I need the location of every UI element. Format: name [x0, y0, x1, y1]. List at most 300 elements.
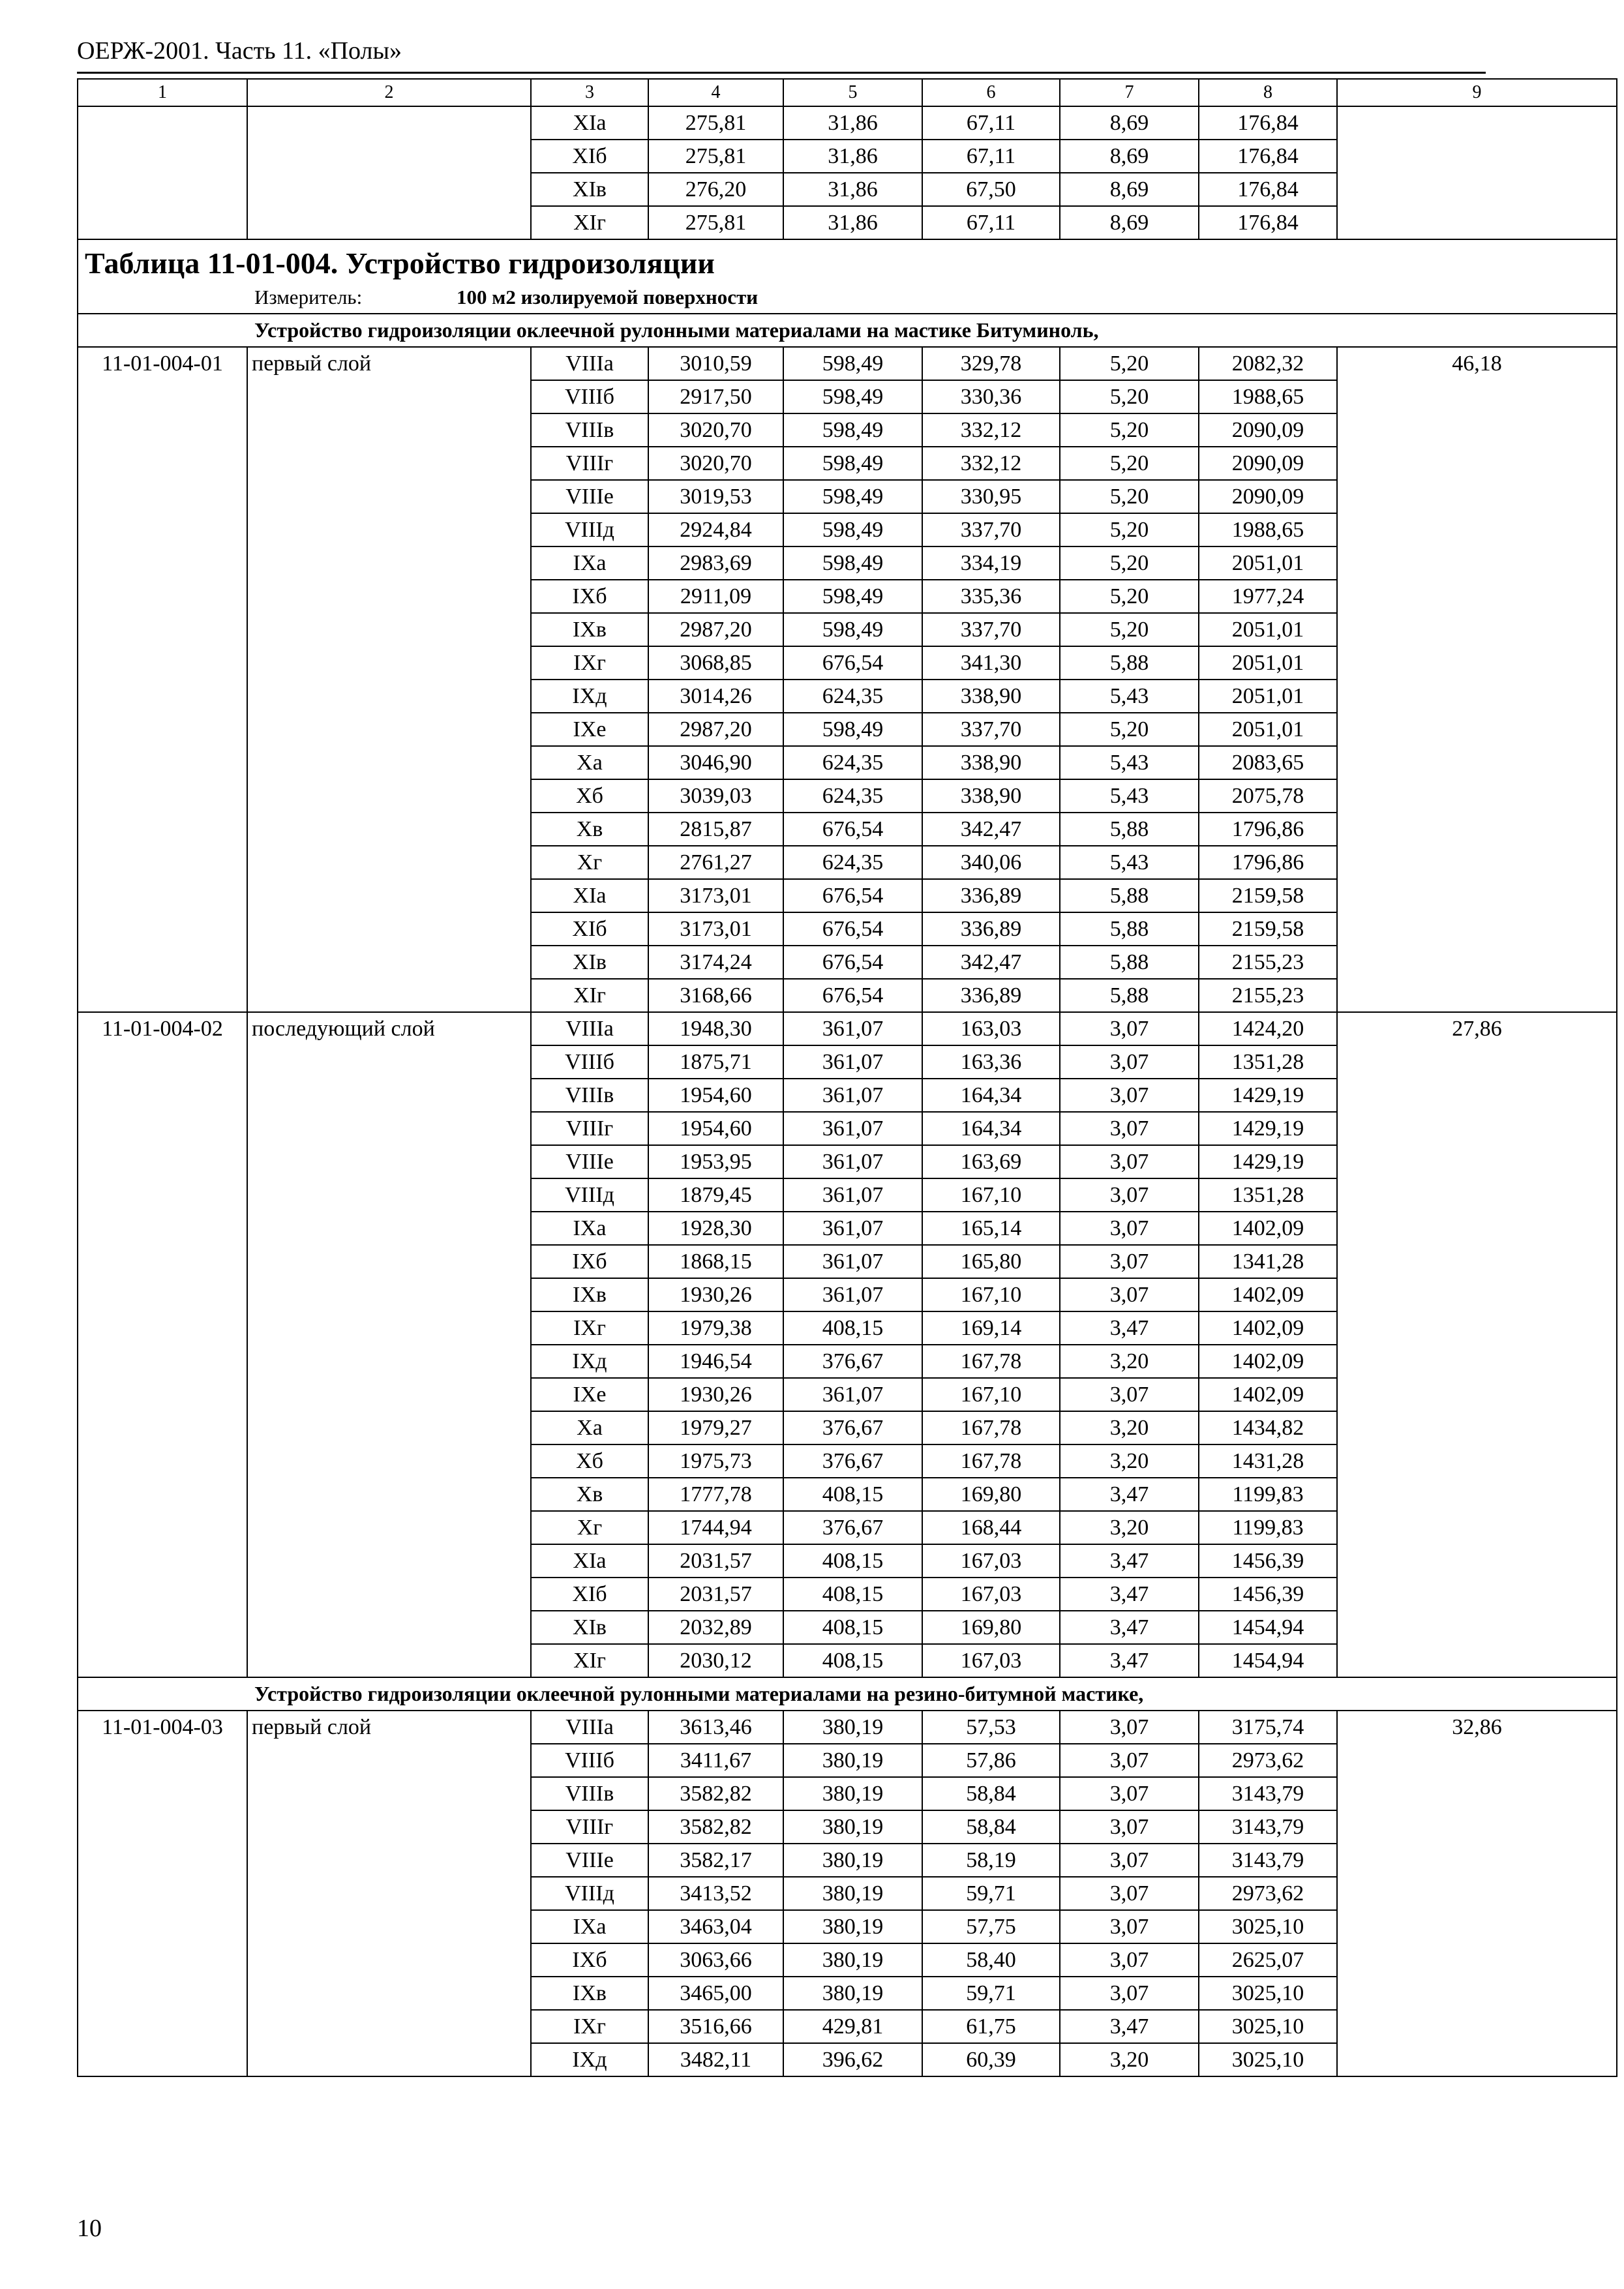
value-cell: 3,47: [1060, 1478, 1199, 1511]
value-cell: 330,36: [922, 380, 1060, 413]
value-cell: 2051,01: [1199, 546, 1337, 580]
value-cell: 3025,10: [1199, 2043, 1337, 2076]
value-cell: 361,07: [783, 1245, 922, 1278]
value-cell: 58,40: [922, 1943, 1060, 1977]
value-cell: 3173,01: [648, 879, 783, 912]
value-cell: 337,70: [922, 713, 1060, 746]
value-cell: 2973,62: [1199, 1744, 1337, 1777]
zone-cell: Xг: [531, 1511, 648, 1544]
value-cell: 3,20: [1060, 2043, 1199, 2076]
name-cell: первый слой: [247, 347, 531, 1012]
value-cell: 1975,73: [648, 1444, 783, 1478]
zone-cell: Xв: [531, 813, 648, 846]
value-cell: 1796,86: [1199, 813, 1337, 846]
value-cell: 1796,86: [1199, 846, 1337, 879]
value-cell: 5,88: [1060, 879, 1199, 912]
value-cell: 3,47: [1060, 1611, 1199, 1644]
value-cell: 598,49: [783, 413, 922, 447]
value-cell: 2159,58: [1199, 912, 1337, 946]
zone-cell: IXг: [531, 2010, 648, 2043]
zone-cell: IXа: [531, 546, 648, 580]
value-cell: 167,10: [922, 1178, 1060, 1212]
value-cell: 5,20: [1060, 513, 1199, 546]
value-cell: 8,69: [1060, 140, 1199, 173]
value-cell: 3,07: [1060, 1378, 1199, 1411]
page-number: 10: [77, 2215, 102, 2242]
value-cell: 624,35: [783, 779, 922, 813]
value-cell: 275,81: [648, 206, 783, 239]
value-cell: 31,86: [783, 140, 922, 173]
value-cell: 3,07: [1060, 1278, 1199, 1311]
value-cell: 167,10: [922, 1378, 1060, 1411]
value-cell: 275,81: [648, 106, 783, 140]
value-cell: 164,34: [922, 1079, 1060, 1112]
rates-table: [77, 78, 1617, 2077]
column-number: 5: [783, 79, 922, 106]
zone-cell: IXб: [531, 1943, 648, 1977]
value-cell: 336,89: [922, 912, 1060, 946]
value-cell: 169,14: [922, 1311, 1060, 1345]
value-cell: 3582,17: [648, 1844, 783, 1877]
value-cell: 3,47: [1060, 1311, 1199, 1345]
value-cell: 57,75: [922, 1910, 1060, 1943]
value-cell: 1930,26: [648, 1278, 783, 1311]
zone-cell: IXа: [531, 1212, 648, 1245]
value-cell: 3,07: [1060, 1910, 1199, 1943]
value-cell: 3168,66: [648, 979, 783, 1012]
value-cell: 167,10: [922, 1278, 1060, 1311]
value-cell: 2911,09: [648, 580, 783, 613]
value-cell: 676,54: [783, 946, 922, 979]
zone-cell: VIIIб: [531, 380, 648, 413]
value-cell: 176,84: [1199, 173, 1337, 206]
value-cell: 2917,50: [648, 380, 783, 413]
value-cell: 5,20: [1060, 613, 1199, 646]
zone-cell: XIв: [531, 173, 648, 206]
value-cell: 163,03: [922, 1012, 1060, 1045]
col9-cell: 32,86: [1337, 1711, 1617, 2076]
value-cell: 408,15: [783, 1478, 922, 1511]
value-cell: 1953,95: [648, 1145, 783, 1178]
value-cell: 598,49: [783, 480, 922, 513]
value-cell: 3,07: [1060, 1178, 1199, 1212]
value-cell: 167,78: [922, 1345, 1060, 1378]
value-cell: 5,20: [1060, 580, 1199, 613]
value-cell: 2051,01: [1199, 713, 1337, 746]
code-cell: [78, 106, 247, 239]
value-cell: 1928,30: [648, 1212, 783, 1245]
value-cell: 334,19: [922, 546, 1060, 580]
value-cell: 598,49: [783, 546, 922, 580]
value-cell: 3,20: [1060, 1511, 1199, 1544]
value-cell: 3,07: [1060, 1810, 1199, 1844]
value-cell: 1402,09: [1199, 1345, 1337, 1378]
value-cell: 380,19: [783, 1711, 922, 1744]
value-cell: 1454,94: [1199, 1611, 1337, 1644]
value-cell: 3516,66: [648, 2010, 783, 2043]
value-cell: 275,81: [648, 140, 783, 173]
header-rule: [77, 72, 1486, 74]
value-cell: 1979,27: [648, 1411, 783, 1444]
value-cell: 2031,57: [648, 1578, 783, 1611]
zone-cell: Xа: [531, 746, 648, 779]
value-cell: 1351,28: [1199, 1178, 1337, 1212]
value-cell: 2815,87: [648, 813, 783, 846]
value-cell: 598,49: [783, 380, 922, 413]
value-cell: 5,20: [1060, 546, 1199, 580]
value-cell: 361,07: [783, 1212, 922, 1245]
column-number: 2: [247, 79, 531, 106]
value-cell: 8,69: [1060, 173, 1199, 206]
value-cell: 3174,24: [648, 946, 783, 979]
zone-cell: VIIIг: [531, 1112, 648, 1145]
value-cell: 167,03: [922, 1578, 1060, 1611]
zone-cell: XIв: [531, 946, 648, 979]
value-cell: 3,07: [1060, 1877, 1199, 1910]
value-cell: 5,88: [1060, 979, 1199, 1012]
value-cell: 5,20: [1060, 380, 1199, 413]
value-cell: 67,50: [922, 173, 1060, 206]
value-cell: 2973,62: [1199, 1877, 1337, 1910]
zone-cell: VIIIе: [531, 1844, 648, 1877]
value-cell: 1199,83: [1199, 1511, 1337, 1544]
value-cell: 8,69: [1060, 206, 1199, 239]
value-cell: 59,71: [922, 1877, 1060, 1910]
value-cell: 3,07: [1060, 1212, 1199, 1245]
section-heading-row: [78, 1677, 1617, 1711]
code-cell: 11-01-004-02: [78, 1012, 247, 1677]
value-cell: 169,80: [922, 1478, 1060, 1511]
column-number: 4: [648, 79, 783, 106]
value-cell: 1946,54: [648, 1345, 783, 1378]
value-cell: 3,07: [1060, 1844, 1199, 1877]
value-cell: 676,54: [783, 912, 922, 946]
value-cell: 3020,70: [648, 447, 783, 480]
value-cell: 1868,15: [648, 1245, 783, 1278]
value-cell: 676,54: [783, 813, 922, 846]
name-cell: [247, 106, 531, 239]
value-cell: 2031,57: [648, 1544, 783, 1578]
value-cell: 1456,39: [1199, 1544, 1337, 1578]
zone-cell: Xв: [531, 1478, 648, 1511]
zone-cell: VIIIв: [531, 1777, 648, 1810]
zone-cell: IXг: [531, 646, 648, 680]
value-cell: 3019,53: [648, 480, 783, 513]
value-cell: 2761,27: [648, 846, 783, 879]
value-cell: 408,15: [783, 1544, 922, 1578]
value-cell: 2051,01: [1199, 680, 1337, 713]
value-cell: 2075,78: [1199, 779, 1337, 813]
value-cell: 1402,09: [1199, 1378, 1337, 1411]
value-cell: 8,69: [1060, 106, 1199, 140]
name-cell: последующий слой: [247, 1012, 531, 1677]
zone-cell: Xб: [531, 1444, 648, 1478]
value-cell: 5,43: [1060, 779, 1199, 813]
value-cell: 2051,01: [1199, 646, 1337, 680]
zone-cell: XIб: [531, 1578, 648, 1611]
zone-cell: XIб: [531, 140, 648, 173]
code-cell: 11-01-004-03: [78, 1711, 247, 2076]
value-cell: 167,78: [922, 1444, 1060, 1478]
zone-cell: VIIIг: [531, 1810, 648, 1844]
table-row: [78, 1711, 1617, 1744]
value-cell: 1948,30: [648, 1012, 783, 1045]
value-cell: 31,86: [783, 106, 922, 140]
value-cell: 3,07: [1060, 1079, 1199, 1112]
zone-cell: IXд: [531, 680, 648, 713]
value-cell: 1402,09: [1199, 1278, 1337, 1311]
value-cell: 58,19: [922, 1844, 1060, 1877]
value-cell: 3,07: [1060, 1112, 1199, 1145]
value-cell: 2924,84: [648, 513, 783, 546]
value-cell: 408,15: [783, 1311, 922, 1345]
zone-cell: XIа: [531, 879, 648, 912]
value-cell: 3582,82: [648, 1810, 783, 1844]
value-cell: 598,49: [783, 347, 922, 380]
value-cell: 335,36: [922, 580, 1060, 613]
value-cell: 5,43: [1060, 680, 1199, 713]
value-cell: 332,12: [922, 413, 1060, 447]
value-cell: 332,12: [922, 447, 1060, 480]
zone-cell: Xа: [531, 1411, 648, 1444]
value-cell: 169,80: [922, 1611, 1060, 1644]
value-cell: 380,19: [783, 1877, 922, 1910]
value-cell: 67,11: [922, 140, 1060, 173]
unit-value: 100 м2 изолируемой поверхности: [457, 286, 759, 308]
value-cell: 2987,20: [648, 613, 783, 646]
value-cell: 176,84: [1199, 140, 1337, 173]
value-cell: 3039,03: [648, 779, 783, 813]
value-cell: 598,49: [783, 513, 922, 546]
value-cell: 2983,69: [648, 546, 783, 580]
value-cell: 380,19: [783, 1810, 922, 1844]
value-cell: 3411,67: [648, 1744, 783, 1777]
value-cell: 3413,52: [648, 1877, 783, 1910]
value-cell: 5,20: [1060, 447, 1199, 480]
value-cell: 1341,28: [1199, 1245, 1337, 1278]
zone-cell: VIIIв: [531, 413, 648, 447]
section-heading-row: [78, 314, 1617, 347]
value-cell: 61,75: [922, 2010, 1060, 2043]
col9-cell: 27,86: [1337, 1012, 1617, 1677]
zone-cell: IXа: [531, 1910, 648, 1943]
zone-cell: IXв: [531, 1278, 648, 1311]
zone-cell: Xб: [531, 779, 648, 813]
value-cell: 2051,01: [1199, 613, 1337, 646]
value-cell: 57,86: [922, 1744, 1060, 1777]
zone-cell: VIIIе: [531, 480, 648, 513]
value-cell: 338,90: [922, 746, 1060, 779]
value-cell: 3143,79: [1199, 1810, 1337, 1844]
value-cell: 3,07: [1060, 1744, 1199, 1777]
zone-cell: IXв: [531, 1977, 648, 2010]
value-cell: 1429,19: [1199, 1079, 1337, 1112]
zone-cell: IXе: [531, 713, 648, 746]
value-cell: 3,47: [1060, 2010, 1199, 2043]
value-cell: 1402,09: [1199, 1311, 1337, 1345]
name-cell: первый слой: [247, 1711, 531, 2076]
table-title-row: [78, 239, 1617, 314]
value-cell: 3582,82: [648, 1777, 783, 1810]
value-cell: 3,07: [1060, 1943, 1199, 1977]
column-number: 7: [1060, 79, 1199, 106]
table-title-cell: [78, 239, 1617, 314]
unit-label: Измеритель:: [254, 286, 363, 308]
value-cell: 380,19: [783, 1910, 922, 1943]
value-cell: 429,81: [783, 2010, 922, 2043]
zone-cell: VIIIе: [531, 1145, 648, 1178]
value-cell: 624,35: [783, 846, 922, 879]
value-cell: 58,84: [922, 1777, 1060, 1810]
value-cell: 163,36: [922, 1045, 1060, 1079]
value-cell: 3,20: [1060, 1411, 1199, 1444]
value-cell: 167,03: [922, 1644, 1060, 1677]
value-cell: 3175,74: [1199, 1711, 1337, 1744]
value-cell: 396,62: [783, 2043, 922, 2076]
value-cell: 3,07: [1060, 1145, 1199, 1178]
table-row: [78, 347, 1617, 380]
value-cell: 361,07: [783, 1378, 922, 1411]
value-cell: 3,07: [1060, 1777, 1199, 1810]
value-cell: 176,84: [1199, 206, 1337, 239]
value-cell: 3,20: [1060, 1345, 1199, 1378]
value-cell: 2083,65: [1199, 746, 1337, 779]
value-cell: 361,07: [783, 1079, 922, 1112]
value-cell: 1454,94: [1199, 1644, 1337, 1677]
value-cell: 3465,00: [648, 1977, 783, 2010]
value-cell: 1879,45: [648, 1178, 783, 1212]
value-cell: 3,07: [1060, 1045, 1199, 1079]
zone-cell: XIб: [531, 912, 648, 946]
zone-cell: VIIIа: [531, 347, 648, 380]
value-cell: 1456,39: [1199, 1578, 1337, 1611]
unit-row: [85, 284, 1610, 310]
value-cell: 342,47: [922, 946, 1060, 979]
zone-cell: VIIIа: [531, 1711, 648, 1744]
zone-cell: IXб: [531, 1245, 648, 1278]
value-cell: 163,69: [922, 1145, 1060, 1178]
zone-cell: VIIIб: [531, 1744, 648, 1777]
value-cell: 337,70: [922, 513, 1060, 546]
value-cell: 329,78: [922, 347, 1060, 380]
zone-cell: XIа: [531, 1544, 648, 1578]
value-cell: 380,19: [783, 1777, 922, 1810]
code-cell: 11-01-004-01: [78, 347, 247, 1012]
zone-cell: IXд: [531, 2043, 648, 2076]
value-cell: 361,07: [783, 1145, 922, 1178]
value-cell: 3010,59: [648, 347, 783, 380]
value-cell: 3,47: [1060, 1578, 1199, 1611]
value-cell: 276,20: [648, 173, 783, 206]
value-cell: 5,20: [1060, 480, 1199, 513]
col9-cell: [1337, 106, 1617, 239]
value-cell: 336,89: [922, 979, 1060, 1012]
table-title: Таблица 11-01-004. Устройство гидроизоляции: [85, 247, 715, 280]
value-cell: 380,19: [783, 1744, 922, 1777]
value-cell: 1429,19: [1199, 1112, 1337, 1145]
value-cell: 361,07: [783, 1012, 922, 1045]
value-cell: 3020,70: [648, 413, 783, 447]
value-cell: 1875,71: [648, 1045, 783, 1079]
value-cell: 31,86: [783, 206, 922, 239]
zone-cell: IXд: [531, 1345, 648, 1378]
page-header-title: ОЕРЖ-2001. Часть 11. «Полы»: [77, 37, 402, 65]
value-cell: 167,78: [922, 1411, 1060, 1444]
zone-cell: IXг: [531, 1311, 648, 1345]
value-cell: 3,07: [1060, 1012, 1199, 1045]
zone-cell: VIIIд: [531, 1877, 648, 1910]
value-cell: 176,84: [1199, 106, 1337, 140]
value-cell: 3143,79: [1199, 1844, 1337, 1877]
value-cell: 3,07: [1060, 1711, 1199, 1744]
value-cell: 341,30: [922, 646, 1060, 680]
value-cell: 2625,07: [1199, 1943, 1337, 1977]
zone-cell: XIв: [531, 1611, 648, 1644]
value-cell: 376,67: [783, 1444, 922, 1478]
column-number-row: [78, 79, 1617, 106]
value-cell: 1434,82: [1199, 1411, 1337, 1444]
value-cell: 338,90: [922, 779, 1060, 813]
value-cell: 1979,38: [648, 1311, 783, 1345]
value-cell: 3025,10: [1199, 1977, 1337, 2010]
value-cell: 676,54: [783, 646, 922, 680]
value-cell: 1429,19: [1199, 1145, 1337, 1178]
value-cell: 67,11: [922, 106, 1060, 140]
value-cell: 361,07: [783, 1112, 922, 1145]
value-cell: 624,35: [783, 746, 922, 779]
value-cell: 2090,09: [1199, 447, 1337, 480]
value-cell: 361,07: [783, 1278, 922, 1311]
value-cell: 3,47: [1060, 1544, 1199, 1578]
value-cell: 340,06: [922, 846, 1060, 879]
section-heading: Устройство гидроизоляции оклеечной рулонными материалами на мастике Битуминоль,: [78, 314, 1617, 347]
zone-cell: XIа: [531, 106, 648, 140]
value-cell: 3,20: [1060, 1444, 1199, 1478]
value-cell: 408,15: [783, 1578, 922, 1611]
value-cell: 1424,20: [1199, 1012, 1337, 1045]
value-cell: 342,47: [922, 813, 1060, 846]
value-cell: 1777,78: [648, 1478, 783, 1511]
value-cell: 380,19: [783, 1844, 922, 1877]
value-cell: 2155,23: [1199, 979, 1337, 1012]
value-cell: 31,86: [783, 173, 922, 206]
value-cell: 1977,24: [1199, 580, 1337, 613]
value-cell: 3063,66: [648, 1943, 783, 1977]
value-cell: 2155,23: [1199, 946, 1337, 979]
value-cell: 598,49: [783, 447, 922, 480]
zone-cell: VIIIа: [531, 1012, 648, 1045]
value-cell: 1988,65: [1199, 380, 1337, 413]
value-cell: 165,14: [922, 1212, 1060, 1245]
zone-cell: VIIIб: [531, 1045, 648, 1079]
value-cell: 3173,01: [648, 912, 783, 946]
column-number: 3: [531, 79, 648, 106]
value-cell: 2090,09: [1199, 413, 1337, 447]
zone-cell: VIIIд: [531, 513, 648, 546]
zone-cell: IXе: [531, 1378, 648, 1411]
value-cell: 57,53: [922, 1711, 1060, 1744]
value-cell: 67,11: [922, 206, 1060, 239]
value-cell: 376,67: [783, 1411, 922, 1444]
zone-cell: Xг: [531, 846, 648, 879]
value-cell: 5,43: [1060, 746, 1199, 779]
zone-cell: VIIIв: [531, 1079, 648, 1112]
zone-cell: IXв: [531, 613, 648, 646]
value-cell: 58,84: [922, 1810, 1060, 1844]
value-cell: 676,54: [783, 979, 922, 1012]
value-cell: 5,88: [1060, 813, 1199, 846]
value-cell: 1431,28: [1199, 1444, 1337, 1478]
